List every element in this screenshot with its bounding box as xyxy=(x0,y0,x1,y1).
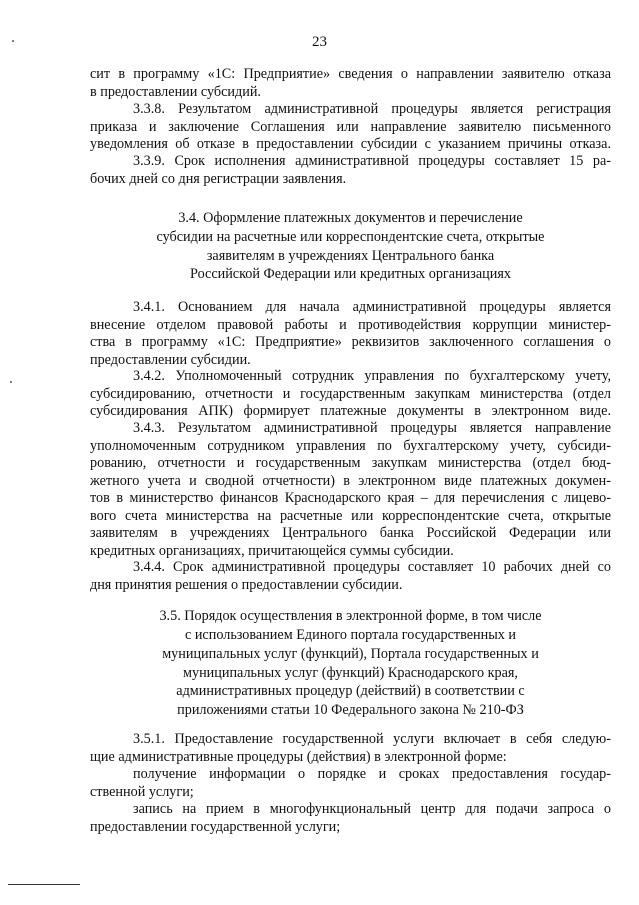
text-line: сит в программу «1С: Предприятие» сведения о направлении заявителю отказа xyxy=(90,66,611,82)
section-heading-line: 3.5. Порядок осуществления в электронной форме, в том числе xyxy=(159,608,542,624)
section-heading-line: муниципальных услуг (функций) Краснодарского края, xyxy=(183,665,518,681)
section-heading-line: Российской Федерации или кредитных организациях xyxy=(190,266,511,282)
text-line: заявителям в учреждениях Центрального банка Российской Федерации или xyxy=(90,525,611,541)
scan-speck xyxy=(12,40,14,42)
section-heading-line: 3.4. Оформление платежных документов и перечисление xyxy=(178,210,523,226)
text-line: 3.4.4. Срок административной процедуры составляет 10 рабочих дней со xyxy=(133,559,611,575)
scan-speck xyxy=(10,381,12,383)
text-line: 3.3.8. Результатом административной процедуры является регистрация xyxy=(133,101,611,117)
section-heading-line: муниципальных услуг (функций), Портала государственных и xyxy=(162,646,539,662)
text-line: вого счета министерства на расчетные или корреспондентские счета, открытые xyxy=(90,508,611,524)
text-line: уполномоченным сотрудником управления по бухгалтерскому учету, субсиди- xyxy=(90,438,611,454)
section-heading-line: приложениями статьи 10 Федерального закона № 210-ФЗ xyxy=(177,702,524,718)
text-line: предоставлении субсидии. xyxy=(90,352,251,368)
text-line: приказа и заключение Соглашения или направление заявителю письменного xyxy=(90,119,611,135)
text-line: в предоставлении субсидий. xyxy=(90,84,261,100)
footer-rule xyxy=(8,884,80,885)
text-line: 3.4.1. Основанием для начала административной процедуры является xyxy=(133,299,611,315)
text-line: жетного учета и сводной отчетности) в электронном виде платежных докумен- xyxy=(90,473,611,489)
text-line: уведомления об отказе в предоставлении субсидии с указанием причины отказа. xyxy=(90,136,611,152)
text-line: ственной услуги; xyxy=(90,784,194,800)
text-line: запись на прием в многофункциональный центр для подачи запроса о xyxy=(133,801,611,817)
section-heading-line: с использованием Единого портала государственных и xyxy=(185,627,516,643)
text-line: субсидирования АПК) формирует платежные документы в электронном виде. xyxy=(90,403,611,419)
text-line: внесение отделом правовой работы и противодействия коррупции министер- xyxy=(90,317,611,333)
text-line: 3.5.1. Предоставление государственной услуги включает в себя следую- xyxy=(133,731,611,747)
text-line: ства в программу «1С: Предприятие» реквизитов заключенного соглашения о xyxy=(90,334,611,350)
text-line: щие административные процедуры (действия) в электронной форме: xyxy=(90,749,507,765)
section-heading-line: административных процедур (действий) в соответствии с xyxy=(176,683,525,699)
section-heading-line: субсидии на расчетные или корреспондентские счета, открытые xyxy=(156,229,545,245)
section-heading-line: заявителям в учреждениях Центрального банка xyxy=(206,248,495,264)
text-line: дня принятия решения о предоставлении субсидии. xyxy=(90,577,403,593)
text-line: кредитных организациях, причитающейся суммы субсидии. xyxy=(90,543,454,559)
text-line: предоставлении государственной услуги; xyxy=(90,819,341,835)
text-line: получение информации о порядке и сроках предоставления государ- xyxy=(133,766,611,782)
text-line: бочих дней со дня регистрации заявления. xyxy=(90,171,347,187)
text-line: рованию, отчетности и государственным закупкам министерства (отдел бюд- xyxy=(90,455,611,471)
text-line: 3.4.2. Уполномоченный сотрудник управления по бухгалтерскому учету, xyxy=(133,368,611,384)
text-line: 3.3.9. Срок исполнения административной процедуры составляет 15 ра- xyxy=(133,153,611,169)
text-line: 3.4.3. Результатом административной процедуры является направление xyxy=(133,420,611,436)
page-number: 23 xyxy=(312,34,327,50)
text-line: субсидированию, отчетности и государственным закупкам министерства (отдел xyxy=(90,386,611,402)
text-line: тов в министерство финансов Краснодарского края – для перечисления с лицево- xyxy=(90,490,611,506)
